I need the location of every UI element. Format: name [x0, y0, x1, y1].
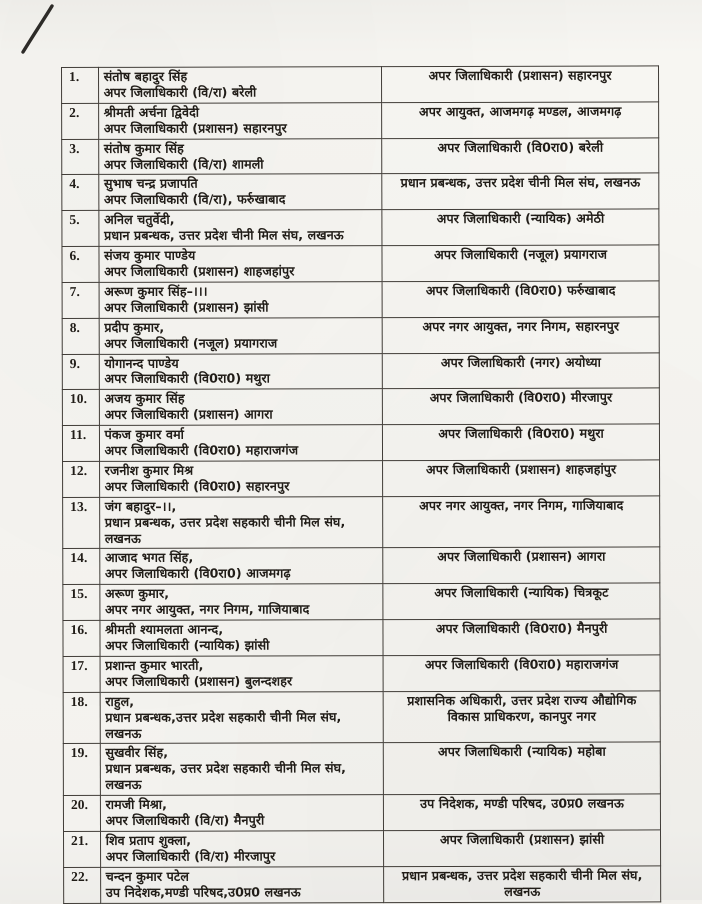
posting-line: अपर जिलाधिकारी (न्यायिक) चित्रकूट: [434, 584, 609, 601]
officer-line: अपर नगर आयुक्त, नगर निगम, गाजियाबाद: [105, 601, 310, 618]
table-row: [62, 209, 659, 246]
table-row: [62, 352, 659, 389]
serial-number: 6.: [62, 246, 99, 282]
officer-name-and-current-post: [100, 691, 384, 743]
posting-line: प्रशासनिक अधिकारी, उत्तर प्रदेश राज्य औद्योगिक: [407, 692, 637, 708]
posting-line: अपर आयुक्त, आजमगढ़ मण्डल, आजमगढ़: [418, 103, 622, 119]
new-posting: [382, 173, 659, 210]
officer-line: प्रधान प्रबन्धक, उत्तर प्रदेश सहकारी चीनी मिल संघ,: [105, 760, 347, 777]
officer-name-and-current-post: [98, 102, 382, 139]
table-row: [63, 496, 660, 549]
table-row: [62, 317, 659, 354]
posting-line: अपर जिलाधिकारी (न्यायिक) महोबा: [437, 744, 606, 760]
officer-line: उप निदेशक,मण्डी परिषद,उ0प्र0 लखनऊ: [105, 884, 301, 900]
officer-line: अनिल चतुर्वेदी,: [104, 211, 175, 228]
posting-line: अपर जिलाधिकारी (नजूल) प्रयागराज: [434, 246, 608, 263]
officer-line: अपर जिलाधिकारी (वि/रा) मैनपुरी: [105, 812, 265, 828]
new-posting: [382, 138, 659, 175]
posting-line: अपर जिलाधिकारी (वि0रा0) मैनपुरी: [435, 620, 608, 637]
serial-number: 5.: [62, 211, 99, 247]
new-posting: [384, 742, 661, 794]
serial-number: 20.: [63, 796, 100, 832]
serial-number: 21.: [64, 831, 101, 867]
officer-name-and-current-post: [99, 461, 383, 498]
new-posting: [382, 245, 659, 282]
officer-name-and-current-post: [100, 620, 384, 657]
transfer-posting-table-body: [62, 66, 661, 903]
new-posting: [383, 655, 660, 692]
serial-number: 1.: [62, 67, 99, 103]
posting-line: अपर जिलाधिकारी (प्रशासन) आगरा: [437, 549, 606, 565]
table-row: [63, 583, 660, 620]
posting-line: प्रधान प्रबन्धक, उत्तर प्रदेश सहकारी चीनी मिल संघ,: [401, 867, 643, 883]
serial-number: 22.: [64, 867, 101, 903]
officer-name-and-current-post: [99, 246, 383, 283]
officer-name-and-current-post: [100, 866, 384, 903]
posting-line: लखनऊ: [504, 883, 541, 899]
serial-number: 12.: [63, 461, 100, 497]
officer-line: अपर जिलाधिकारी (वि/रा) शामली: [103, 156, 264, 172]
officer-name-and-current-post: [99, 210, 383, 247]
posting-line: अपर जिलाधिकारी (नगर) अयोध्या: [440, 354, 601, 370]
officer-line: संतोष कुमार सिंह: [103, 140, 184, 156]
officer-name-and-current-post: [99, 389, 383, 426]
officer-line: सुखवीर सिंह,: [105, 745, 169, 761]
table-row: [64, 866, 661, 903]
table-row: [63, 655, 660, 692]
posting-line: विकास प्राधिकरण, कानपुर नगर: [447, 708, 597, 724]
table-row: [62, 102, 659, 139]
officer-line: अपर जिलाधिकारी (वि/रा) मीरजापुर: [105, 848, 276, 864]
table-row: [62, 424, 659, 461]
transfer-posting-table: [61, 65, 661, 903]
officer-name-and-current-post: [100, 795, 384, 832]
officer-line: अपर जिलाधिकारी (न्यायिक) झांसी: [105, 637, 270, 653]
officer-line: अपर जिलाधिकारी (प्रशासन) झांसी: [104, 299, 269, 315]
officer-line: शिव प्रताप शुक्ला,: [105, 832, 192, 848]
officer-line: अपर जिलाधिकारी (वि0रा0) महाराजगंज: [104, 442, 299, 458]
table-row: [62, 281, 659, 318]
officer-line: अपर जिलाधिकारी (प्रशासन) सहारनपुर: [103, 120, 287, 136]
officer-line: रामजी मिश्रा,: [105, 796, 167, 813]
new-posting: [383, 460, 660, 497]
table-row: [62, 66, 659, 103]
officer-name-and-current-post: [98, 174, 382, 211]
serial-number: 11.: [62, 426, 99, 462]
serial-number: 18.: [63, 692, 100, 744]
serial-number: 3.: [62, 139, 99, 175]
posting-line: अपर नगर आयुक्त, नगर निगम, गाजियाबाद: [419, 497, 624, 513]
officer-line: सुभाष चन्द्र प्रजापति: [103, 176, 198, 192]
posting-line: अपर जिलाधिकारी (वि0रा0) महाराजगंज: [424, 656, 619, 672]
posting-line: अपर जिलाधिकारी (वि0रा0) फर्रुखाबाद: [425, 282, 616, 298]
serial-number: 15.: [63, 585, 100, 621]
serial-number: 14.: [63, 549, 100, 585]
new-posting: [382, 317, 659, 354]
officer-line: अपर जिलाधिकारी (नजूल) प्रयागराज: [104, 335, 278, 351]
posting-line: अपर जिलाधिकारी (प्रशासन) शाहजहांपुर: [426, 461, 617, 477]
officer-line: अरूण कुमार,: [105, 585, 170, 602]
posting-line: अपर जिलाधिकारी (वि0रा0) मथुरा: [438, 425, 604, 442]
officer-name-and-current-post: [99, 496, 383, 548]
new-posting: [382, 209, 659, 246]
officer-line: प्रधान प्रबन्धक, उत्तर प्रदेश चीनी मिल संघ, लखनऊ: [104, 227, 344, 244]
officer-line: अपर जिलाधिकारी (वि0रा0) आजमगढ़: [104, 565, 291, 582]
officer-line: लखनऊ: [104, 530, 142, 546]
new-posting: [383, 547, 660, 584]
officer-name-and-current-post: [100, 831, 384, 868]
officer-line: श्रीमती अर्चना द्विवेदी: [103, 104, 200, 120]
new-posting: [383, 583, 660, 620]
officer-line: प्रदीप कुमार,: [104, 319, 165, 335]
table-row: [62, 138, 659, 175]
officer-line: प्रधान प्रबन्धक, उत्तर प्रदेश सहकारी चीनी मिल संघ,: [104, 513, 346, 530]
table-row: [62, 388, 659, 425]
officer-line: लखनऊ: [105, 777, 142, 793]
new-posting: [384, 866, 661, 903]
officer-line: जंग बहादुर–।।,: [104, 498, 177, 514]
officer-line: अपर जिलाधिकारी (वि/रा) बरेली: [103, 84, 257, 100]
officer-name-and-current-post: [99, 353, 383, 390]
serial-number: 17.: [63, 656, 100, 692]
officer-line: संजय कुमार पाण्डेय: [104, 247, 196, 263]
officer-line: चन्दन कुमार पटेल: [105, 868, 189, 884]
posting-line: अपर नगर आयुक्त, नगर निगम, सहारनपुर: [422, 318, 620, 334]
new-posting: [382, 66, 659, 103]
officer-line: लखनऊ: [105, 725, 142, 741]
officer-name-and-current-post: [100, 584, 384, 621]
officer-line: अपर जिलाधिकारी (वि0रा0) मथुरा: [104, 370, 271, 387]
table-row: [63, 742, 660, 795]
posting-line: प्रधान प्रबन्धक, उत्तर प्रदेश चीनी मिल संघ, लखनऊ: [400, 174, 641, 191]
officer-line: अपर जिलाधिकारी (प्रशासन) आगरा: [104, 406, 273, 423]
new-posting: [383, 388, 660, 425]
table-row: [63, 619, 660, 656]
serial-number: 10.: [62, 390, 99, 426]
officer-line: प्रशान्त कुमार भारती,: [105, 657, 204, 673]
officer-line: राहुल,: [105, 693, 135, 709]
serial-number: 4.: [62, 175, 99, 211]
table-row: [63, 691, 660, 744]
officer-line: अरूण कुमार सिंह–।।।: [104, 283, 208, 299]
officer-line: आजाद भगत सिंह,: [104, 550, 194, 566]
serial-number: 13.: [63, 497, 100, 549]
officer-name-and-current-post: [99, 548, 383, 585]
new-posting: [384, 794, 661, 831]
serial-number: 8.: [62, 318, 99, 354]
officer-line: योगानन्द पाण्डेय: [104, 355, 179, 371]
officer-line: रजनीश कुमार मिश्र: [104, 462, 194, 478]
serial-number: 7.: [62, 282, 99, 318]
table-row: [62, 173, 659, 210]
posting-line: अपर जिलाधिकारी (वि0रा0) मीरजापुर: [429, 389, 613, 406]
officer-name-and-current-post: [99, 317, 383, 354]
officer-name-and-current-post: [100, 656, 384, 693]
officer-line: श्रीमती श्यामलता आनन्द,: [105, 621, 224, 637]
officer-line: संतोष बहादुर सिंह: [103, 68, 188, 84]
pen-slash-mark-icon: [8, 2, 68, 62]
table-row: [63, 547, 660, 584]
new-posting: [382, 352, 659, 389]
officer-line: अजय कुमार सिंह: [104, 390, 185, 407]
serial-number: 2.: [62, 103, 99, 139]
serial-number: 9.: [62, 354, 99, 390]
table-row: [63, 794, 660, 831]
posting-line: अपर जिलाधिकारी (प्रशासन) झांसी: [439, 831, 605, 847]
officer-line: अपर जिलाधिकारी (वि/रा), फर्रुखाबाद: [103, 191, 286, 208]
table-row: [63, 460, 660, 497]
posting-line: उप निदेशक, मण्डी परिषद, उ0प्र0 लखनऊ: [420, 795, 624, 812]
new-posting: [383, 691, 660, 743]
posting-line: अपर जिलाधिकारी (प्रशासन) सहारनपुर: [428, 67, 612, 84]
new-posting: [382, 281, 659, 318]
serial-number: 16.: [63, 620, 100, 656]
officer-name-and-current-post: [98, 138, 382, 175]
officer-line: अपर जिलाधिकारी (वि0रा0) सहारनपुर: [104, 478, 290, 494]
new-posting: [384, 830, 661, 867]
new-posting: [383, 619, 660, 656]
officer-name-and-current-post: [99, 282, 383, 319]
new-posting: [383, 496, 660, 548]
officer-name-and-current-post: [100, 743, 384, 795]
serial-number: 19.: [63, 744, 100, 796]
officer-line: अपर जिलाधिकारी (प्रशासन) शाहजहांपुर: [104, 263, 295, 279]
table-row: [62, 245, 659, 282]
posting-line: अपर जिलाधिकारी (न्यायिक) अमेठी: [436, 210, 605, 227]
officer-line: प्रधान प्रबन्धक,उत्तर प्रदेश सहकारी चीनी मिल संघ,: [105, 708, 342, 725]
officer-name-and-current-post: [98, 67, 382, 104]
table-row: [64, 830, 661, 867]
posting-line: अपर जिलाधिकारी (वि0रा0) बरेली: [437, 139, 604, 155]
officer-line: पंकज कुमार वर्मा: [104, 426, 184, 443]
officer-name-and-current-post: [99, 425, 383, 462]
new-posting: [382, 102, 659, 139]
new-posting: [383, 424, 660, 461]
officer-line: अपर जिलाधिकारी (प्रशासन) बुलन्दशहर: [105, 673, 293, 689]
